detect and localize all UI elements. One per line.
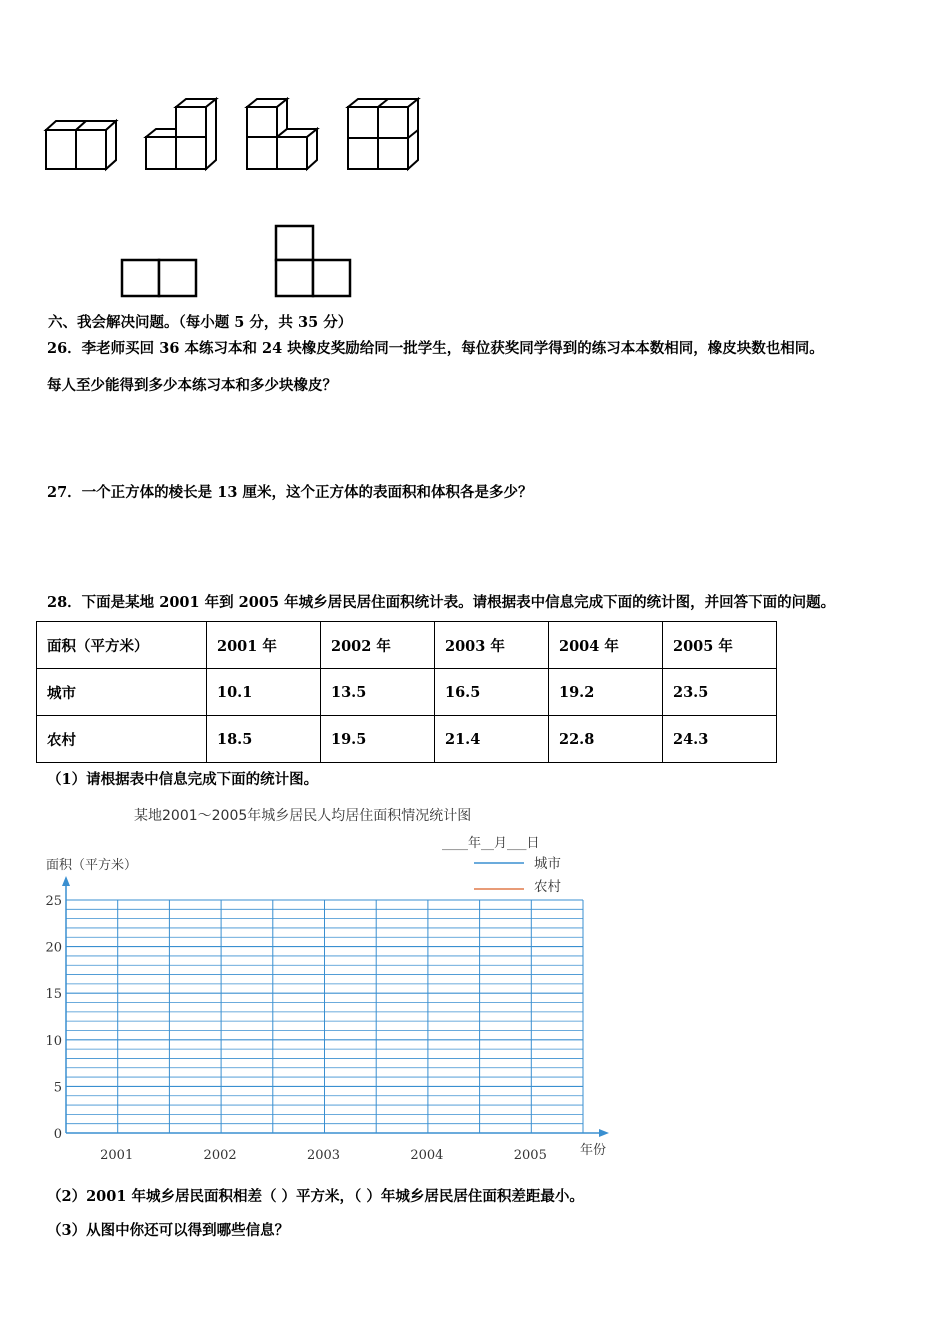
table-header-cell: 2001 年 <box>207 622 321 669</box>
table-cell: 16.5 <box>435 669 549 716</box>
table-row-rural <box>37 716 777 763</box>
view-shape-1 <box>122 260 196 296</box>
table-header-cell: 2003 年 <box>435 622 549 669</box>
x-tick-label: 2005 <box>513 1148 547 1163</box>
y-axis-arrow <box>62 876 70 886</box>
table-cell: 农村 <box>37 716 207 763</box>
table-header-row <box>37 622 777 669</box>
q28-sub1: （1）请根据表中信息完成下面的统计图。 <box>47 771 319 788</box>
table-cell: 19.2 <box>549 669 663 716</box>
y-axis-label: 面积（平方米） <box>46 858 138 873</box>
x-tick-label: 2001 <box>100 1148 134 1163</box>
table-header-cell: 2005 年 <box>663 622 777 669</box>
x-tick-label: 2004 <box>410 1148 444 1163</box>
q27-text: 27．一个正方体的棱长是 13 厘米，这个正方体的表面积和体积各是多少？ <box>47 484 533 501</box>
y-tick-labels <box>45 894 62 1142</box>
cube-stack-4 <box>348 99 418 169</box>
q28-text: 28．下面是某地 2001 年到 2005 年城乡居民居住面积统计表。请根据表中信息完成下面的统计图，并回答下面的问题。 <box>47 594 836 611</box>
x-tick-label: 2003 <box>306 1148 341 1163</box>
q28-sub2: （2）2001 年城乡居民面积相差（ ）平方米，（ ）年城乡居民居住面积差距最小。 <box>47 1188 584 1205</box>
table-cell: 13.5 <box>321 669 435 716</box>
housing-area-table <box>36 621 777 763</box>
table-cell: 18.5 <box>207 716 321 763</box>
table-cell: 19.5 <box>321 716 435 763</box>
y-tick-label: 10 <box>45 1033 62 1049</box>
legend-label-rural: 农村 <box>534 879 561 895</box>
y-tick-label: 15 <box>45 987 62 1003</box>
table-cell: 23.5 <box>663 669 777 716</box>
table-header-cell: 2002 年 <box>321 622 435 669</box>
y-tick-label: 25 <box>45 894 62 909</box>
table-row-city <box>37 669 777 716</box>
table-cell: 21.4 <box>435 716 549 763</box>
section6-heading: 六、我会解决问题。（每小题 5 分，共 35 分） <box>48 314 353 331</box>
table-cell: 22.8 <box>549 716 663 763</box>
view-shape-2 <box>276 226 350 296</box>
q26-line1: 26．李老师买回 36 本练习本和 24 块橡皮奖励给同一批学生，每位获奖同学得到的练习本本数相同，橡皮块数也相同。 <box>47 340 824 357</box>
x-tick-labels <box>100 1148 547 1163</box>
cube-stack-3 <box>247 99 317 169</box>
table-cell: 10.1 <box>207 669 321 716</box>
cube-stack-1 <box>46 121 116 169</box>
table-cell: 24.3 <box>663 716 777 763</box>
q26-line2: 每人至少能得到多少本练习本和多少块橡皮？ <box>47 377 337 394</box>
chart-title: 某地2001～2005年城乡居民人均居住面积情况统计图 <box>134 808 472 824</box>
table-cell: 城市 <box>37 669 207 716</box>
q28-sub3: （3）从图中你还可以得到哪些信息？ <box>47 1222 290 1239</box>
y-tick-label: 20 <box>45 940 62 956</box>
line-chart <box>40 830 640 1170</box>
cube-stacks-figure <box>40 95 430 175</box>
x-axis-label: 年份 <box>580 1143 607 1158</box>
x-tick-label: 2002 <box>203 1148 237 1163</box>
view-shapes-figure <box>115 222 355 302</box>
chart-axes <box>62 876 609 1137</box>
legend-label-city: 城市 <box>534 856 561 872</box>
chart-date-label: ____年__月___日 <box>442 836 540 851</box>
y-tick-label: 0 <box>53 1127 62 1142</box>
y-tick-label: 5 <box>53 1080 62 1096</box>
table-header-cell: 面积（平方米） <box>37 622 207 669</box>
chart-grid <box>66 900 583 1133</box>
table-header-cell: 2004 年 <box>549 622 663 669</box>
x-axis-arrow <box>599 1129 609 1137</box>
cube-stack-2 <box>146 99 216 169</box>
